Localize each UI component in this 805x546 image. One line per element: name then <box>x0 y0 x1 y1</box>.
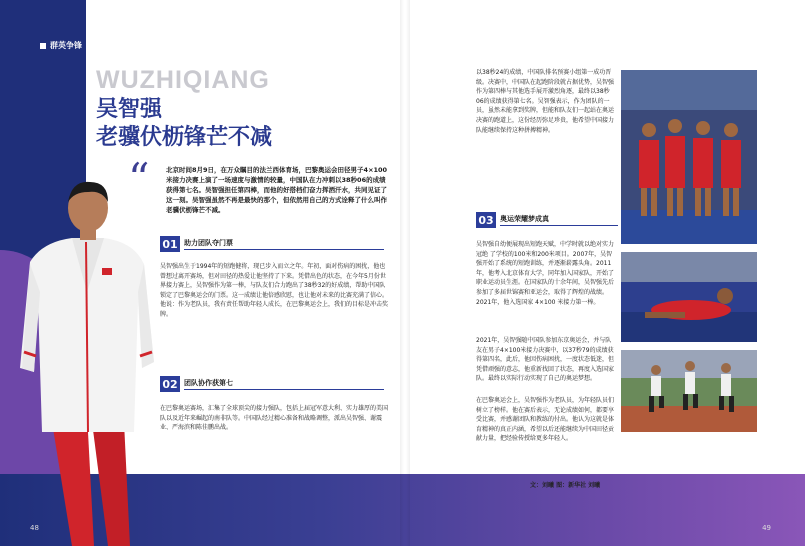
page-number-left: 48 <box>30 524 39 532</box>
page-gutter <box>400 0 410 546</box>
section-number: 01 <box>160 236 180 252</box>
square-icon <box>40 43 46 49</box>
section-tag <box>40 40 82 51</box>
section-header-01 <box>160 236 384 252</box>
section-header-02 <box>160 376 384 392</box>
section-body-01: 吴智强出生于1994年的短跑健将，现已步入而立之年。年初，面对伤病的困扰，他也曾想过离开赛场，但对田径的热爱让他坚持了下来。凭借出色的状态，在今年5月份世界接力赛上，吴智强作为第一棒，与队友们合力跑出了38秒32的好成绩，帮助中国队锁定了巴黎奥运会的门票。这一成绩让他倍感欣慰，也让他对未来的比赛充满了信心。他说：作为老队员，我有责任帮助年轻人成长，在巴黎奥运会上，我们的目标是冲击奖牌。 <box>160 263 389 318</box>
photo-credit: 文：刘曦 图：新华社 刘曦 <box>530 482 601 489</box>
section-number: 03 <box>476 212 496 228</box>
article-title-line2: 老骥伏枥锋芒不减 <box>96 125 273 150</box>
right-paragraph-1: 以38秒24的成绩，中国队排名预赛小组第一成功晋级。决赛中，中国队在起跑阶段就占据优势，吴智强作为第四棒与其他选手展开激烈角逐，最终以38秒06的成绩获得第七名。吴智强表示，作为团队的一员，虽然未能拿到奖牌，但能和队友们一起站在奥运决赛的跑道上，这份经历弥足珍贵，他希望中国接力队能继续保持这种拼搏精神。 <box>476 69 614 134</box>
right-paragraph-2: 吴智强自幼便展现出短跑天赋，中学时就以绝对实力 冠绝 了学校的100米和200米项目。2007年，吴智强开始了系统的短跑训练，并逐渐崭露头角。2011年，他考入北京体育大学，同年加入国家队，开始了职业运动员生涯。在国家队的十余年间，吴智强先后参加了多届世锦赛和亚运会，取得了辉煌的战绩。2021年，他入选国家 4×100 米接力第一棒。 <box>476 241 614 306</box>
section-header-03 <box>476 212 618 228</box>
photo-athlete-on-track <box>621 252 757 342</box>
page-number-right: 49 <box>762 524 771 532</box>
pinyin-title: WUZHIQIANG <box>96 66 270 94</box>
section-title: 团队协作获第七 <box>184 378 384 390</box>
section-title: 助力团队夺门票 <box>184 238 384 250</box>
section-label: 群英争锋 <box>50 41 82 50</box>
athlete-photo <box>12 172 162 546</box>
right-paragraph-4: 在巴黎奥运会上，吴智强作为老队员，为年轻队员们树立了榜样。他在赛后表示，无论成绩如何，都要享受比赛，并感谢团队和教练的付出。他认为这就是体育精神的真正内涵，希望以后还能继续为中国田径贡献力量，把经验传授给更多年轻人。 <box>476 397 614 443</box>
photo-relay-team <box>621 70 757 244</box>
section-title: 奥运荣耀梦成真 <box>500 214 618 226</box>
quote-mark-icon: “ <box>128 154 150 203</box>
article-title-line1: 吴智强 <box>96 97 163 122</box>
section-number: 02 <box>160 376 180 392</box>
right-paragraph-3: 2021年，吴智强随中国队参加东京奥运会，并与队友在男子4×100米接力决赛中，以37秒79的成绩获得第四名，此后，他因伤病困扰，一度状态低迷，但凭借顽强的意志，他重新找回了状态，再度入选国家队。最终以实际行动实现了自己的奥运梦想。 <box>476 337 614 383</box>
intro-paragraph: 北京时间8月9日，在万众瞩目的法兰西体育场，巴黎奥运会田径男子4×100米接力决赛上演了一场速度与激情的较量，中国队在力冲刺以38秒06的成绩获得第七名。吴智强担任第四棒，而他的好搭档们奋力挥洒汗水，共同见证了这一刻。吴智强虽然不再是最快的那个，但依然用自己的方式诠释了什么叫作老骥伏枥锋芒不减。 <box>166 166 388 215</box>
photo-training-run <box>621 350 757 432</box>
section-body-02: 在巴黎奥运赛场，汇集了全球顶尖的接力强队，包括上届冠军意大利、实力雄厚的美国队以及近年来崛起的南非队等。中国队经过精心准备和战略调整，派出吴智强、谢震业、严海滨和陈佳鹏出战。 <box>160 405 389 432</box>
